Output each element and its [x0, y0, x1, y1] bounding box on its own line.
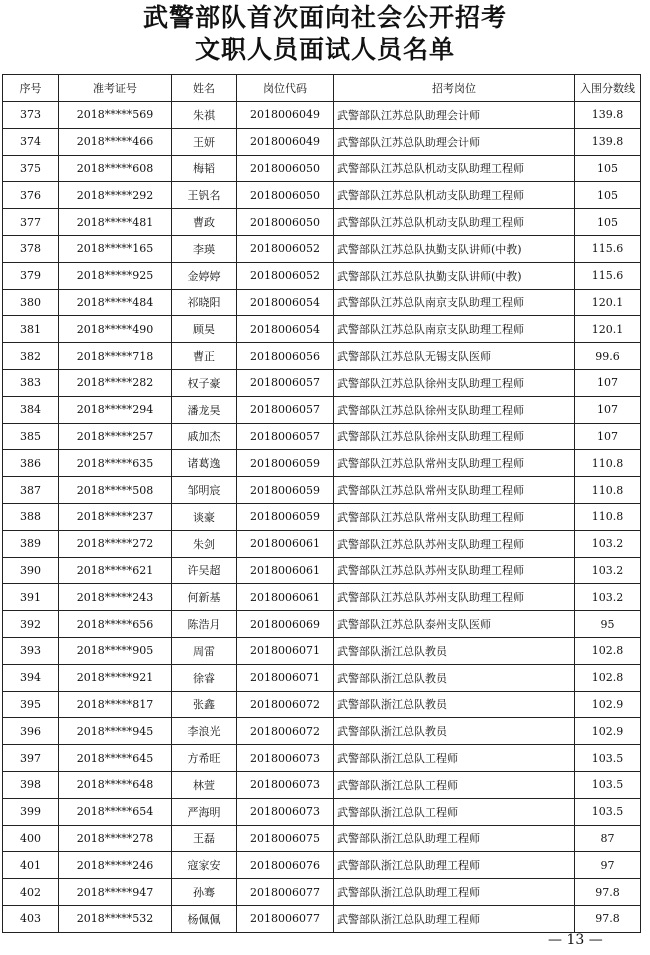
cell-score-line: 103.2 — [575, 557, 641, 584]
cell-score-line: 102.8 — [575, 664, 641, 691]
header-name: 姓名 — [172, 75, 237, 102]
table-row — [3, 128, 641, 155]
table-row — [3, 423, 641, 450]
cell-post-code: 2018006072 — [237, 718, 334, 745]
cell-score-line: 97.8 — [575, 905, 641, 932]
cell-post: 武警部队江苏总队常州支队助理工程师 — [334, 477, 575, 504]
page-title-line-1: 武警部队首次面向社会公开招考 — [142, 3, 507, 32]
cell-post-code: 2018006075 — [237, 825, 334, 852]
cell-post: 武警部队江苏总队助理会计师 — [334, 128, 575, 155]
cell-post: 武警部队浙江总队教员 — [334, 691, 575, 718]
cell-score-line: 103.2 — [575, 584, 641, 611]
table-row — [3, 879, 641, 906]
table-row — [3, 905, 641, 932]
cell-seq: 393 — [3, 637, 59, 664]
cell-score-line: 102.9 — [575, 718, 641, 745]
table-row — [3, 155, 641, 182]
cell-exam-number: 2018*****243 — [59, 584, 172, 611]
cell-exam-number: 2018*****945 — [59, 718, 172, 745]
cell-post-code: 2018006049 — [237, 128, 334, 155]
table-row — [3, 235, 641, 262]
cell-post: 武警部队浙江总队工程师 — [334, 771, 575, 798]
cell-post-code: 2018006059 — [237, 450, 334, 477]
cell-seq: 398 — [3, 771, 59, 798]
cell-seq: 390 — [3, 557, 59, 584]
cell-exam-number: 2018*****481 — [59, 209, 172, 236]
cell-exam-number: 2018*****635 — [59, 450, 172, 477]
cell-name: 权子豪 — [172, 369, 237, 396]
cell-name: 何新基 — [172, 584, 237, 611]
cell-post-code: 2018006056 — [237, 343, 334, 370]
cell-post: 武警部队江苏总队机动支队助理工程师 — [334, 182, 575, 209]
cell-seq: 386 — [3, 450, 59, 477]
cell-post-code: 2018006049 — [237, 102, 334, 129]
cell-seq: 403 — [3, 905, 59, 932]
cell-name: 曹政 — [172, 209, 237, 236]
table-row — [3, 209, 641, 236]
cell-seq: 376 — [3, 182, 59, 209]
cell-name: 李浪光 — [172, 718, 237, 745]
cell-post-code: 2018006072 — [237, 691, 334, 718]
cell-post: 武警部队浙江总队工程师 — [334, 798, 575, 825]
table-row — [3, 771, 641, 798]
cell-post: 武警部队江苏总队执勤支队讲师(中教) — [334, 235, 575, 262]
header-exam-number: 准考证号 — [59, 75, 172, 102]
cell-exam-number: 2018*****165 — [59, 235, 172, 262]
cell-exam-number: 2018*****532 — [59, 905, 172, 932]
cell-post-code: 2018006073 — [237, 745, 334, 772]
table-row — [3, 289, 641, 316]
cell-post: 武警部队江苏总队常州支队助理工程师 — [334, 450, 575, 477]
cell-exam-number: 2018*****278 — [59, 825, 172, 852]
cell-name: 谈豪 — [172, 503, 237, 530]
cell-post: 武警部队江苏总队苏州支队助理工程师 — [334, 557, 575, 584]
cell-score-line: 110.8 — [575, 450, 641, 477]
cell-exam-number: 2018*****905 — [59, 637, 172, 664]
cell-post: 武警部队江苏总队徐州支队助理工程师 — [334, 369, 575, 396]
cell-post: 武警部队江苏总队徐州支队助理工程师 — [334, 396, 575, 423]
cell-exam-number: 2018*****257 — [59, 423, 172, 450]
cell-post-code: 2018006073 — [237, 771, 334, 798]
cell-score-line: 87 — [575, 825, 641, 852]
cell-name: 金婷婷 — [172, 262, 237, 289]
cell-exam-number: 2018*****648 — [59, 771, 172, 798]
cell-score-line: 110.8 — [575, 503, 641, 530]
cell-score-line: 97.8 — [575, 879, 641, 906]
cell-exam-number: 2018*****272 — [59, 530, 172, 557]
cell-score-line: 115.6 — [575, 262, 641, 289]
cell-name: 梅韬 — [172, 155, 237, 182]
cell-name: 方希旺 — [172, 745, 237, 772]
cell-post: 武警部队浙江总队助理工程师 — [334, 852, 575, 879]
cell-exam-number: 2018*****817 — [59, 691, 172, 718]
cell-post: 武警部队浙江总队教员 — [334, 637, 575, 664]
cell-post-code: 2018006077 — [237, 879, 334, 906]
table-row — [3, 718, 641, 745]
cell-name: 李瑛 — [172, 235, 237, 262]
table-row — [3, 825, 641, 852]
cell-exam-number: 2018*****508 — [59, 477, 172, 504]
cell-seq: 402 — [3, 879, 59, 906]
cell-seq: 374 — [3, 128, 59, 155]
cell-score-line: 110.8 — [575, 477, 641, 504]
cell-post-code: 2018006071 — [237, 664, 334, 691]
cell-post-code: 2018006077 — [237, 905, 334, 932]
cell-name: 朱剑 — [172, 530, 237, 557]
table-header-row — [3, 75, 641, 102]
header-seq: 序号 — [3, 75, 59, 102]
cell-score-line: 103.5 — [575, 798, 641, 825]
cell-post: 武警部队江苏总队助理会计师 — [334, 102, 575, 129]
cell-post-code: 2018006059 — [237, 503, 334, 530]
cell-score-line: 99.6 — [575, 343, 641, 370]
cell-post-code: 2018006052 — [237, 262, 334, 289]
page-title-line-2: 文职人员面试人员名单 — [194, 35, 455, 64]
cell-seq: 384 — [3, 396, 59, 423]
cell-post-code: 2018006071 — [237, 637, 334, 664]
cell-seq: 394 — [3, 664, 59, 691]
cell-post: 武警部队江苏总队机动支队助理工程师 — [334, 155, 575, 182]
cell-name: 周雷 — [172, 637, 237, 664]
cell-score-line: 107 — [575, 423, 641, 450]
cell-score-line: 105 — [575, 155, 641, 182]
cell-exam-number: 2018*****921 — [59, 664, 172, 691]
cell-seq: 375 — [3, 155, 59, 182]
cell-name: 王磊 — [172, 825, 237, 852]
cell-score-line: 115.6 — [575, 235, 641, 262]
cell-post: 武警部队浙江总队教员 — [334, 718, 575, 745]
cell-name: 邹明宸 — [172, 477, 237, 504]
cell-post-code: 2018006061 — [237, 530, 334, 557]
cell-post-code: 2018006050 — [237, 209, 334, 236]
cell-score-line: 105 — [575, 182, 641, 209]
cell-seq: 373 — [3, 102, 59, 129]
table-row — [3, 102, 641, 129]
cell-score-line: 102.9 — [575, 691, 641, 718]
cell-name: 杨佩佩 — [172, 905, 237, 932]
header-post: 招考岗位 — [334, 75, 575, 102]
cell-post: 武警部队浙江总队教员 — [334, 664, 575, 691]
table-row — [3, 262, 641, 289]
cell-name: 潘龙昊 — [172, 396, 237, 423]
cell-post-code: 2018006050 — [237, 155, 334, 182]
cell-exam-number: 2018*****466 — [59, 128, 172, 155]
cell-score-line: 103.2 — [575, 530, 641, 557]
cell-exam-number: 2018*****925 — [59, 262, 172, 289]
cell-name: 徐睿 — [172, 664, 237, 691]
table-row — [3, 477, 641, 504]
cell-name: 顾昊 — [172, 316, 237, 343]
cell-post-code: 2018006069 — [237, 611, 334, 638]
cell-post-code: 2018006061 — [237, 584, 334, 611]
cell-exam-number: 2018*****484 — [59, 289, 172, 316]
cell-exam-number: 2018*****621 — [59, 557, 172, 584]
cell-post-code: 2018006057 — [237, 423, 334, 450]
cell-exam-number: 2018*****718 — [59, 343, 172, 370]
cell-score-line: 107 — [575, 396, 641, 423]
cell-post-code: 2018006073 — [237, 798, 334, 825]
cell-score-line: 95 — [575, 611, 641, 638]
cell-post: 武警部队江苏总队执勤支队讲师(中教) — [334, 262, 575, 289]
cell-post: 武警部队江苏总队无锡支队医师 — [334, 343, 575, 370]
cell-seq: 387 — [3, 477, 59, 504]
table-row — [3, 798, 641, 825]
table-row — [3, 182, 641, 209]
header-score-line: 入围分数线 — [575, 75, 641, 102]
table-row — [3, 611, 641, 638]
cell-seq: 391 — [3, 584, 59, 611]
cell-score-line: 107 — [575, 369, 641, 396]
cell-name: 陈浩月 — [172, 611, 237, 638]
cell-name: 张鑫 — [172, 691, 237, 718]
table-row — [3, 557, 641, 584]
page-number: — 13 — — [548, 932, 603, 948]
cell-post-code: 2018006057 — [237, 396, 334, 423]
table-row — [3, 396, 641, 423]
cell-score-line: 103.5 — [575, 771, 641, 798]
cell-exam-number: 2018*****292 — [59, 182, 172, 209]
candidate-table — [2, 74, 641, 933]
cell-name: 孙骞 — [172, 879, 237, 906]
cell-exam-number: 2018*****294 — [59, 396, 172, 423]
table-row — [3, 450, 641, 477]
cell-name: 戚加杰 — [172, 423, 237, 450]
cell-name: 林萱 — [172, 771, 237, 798]
cell-exam-number: 2018*****947 — [59, 879, 172, 906]
cell-exam-number: 2018*****246 — [59, 852, 172, 879]
cell-exam-number: 2018*****656 — [59, 611, 172, 638]
table-row — [3, 691, 641, 718]
cell-seq: 379 — [3, 262, 59, 289]
cell-name: 朱祺 — [172, 102, 237, 129]
cell-name: 王钒名 — [172, 182, 237, 209]
cell-post-code: 2018006076 — [237, 852, 334, 879]
cell-name: 曹正 — [172, 343, 237, 370]
cell-seq: 397 — [3, 745, 59, 772]
table-row — [3, 745, 641, 772]
cell-seq: 392 — [3, 611, 59, 638]
cell-post-code: 2018006054 — [237, 289, 334, 316]
cell-seq: 381 — [3, 316, 59, 343]
table-row — [3, 584, 641, 611]
cell-post: 武警部队江苏总队苏州支队助理工程师 — [334, 530, 575, 557]
table-row — [3, 852, 641, 879]
cell-name: 寇家安 — [172, 852, 237, 879]
table-row — [3, 369, 641, 396]
table-row — [3, 503, 641, 530]
cell-name: 祁晓阳 — [172, 289, 237, 316]
cell-exam-number: 2018*****569 — [59, 102, 172, 129]
cell-post: 武警部队浙江总队工程师 — [334, 745, 575, 772]
cell-score-line: 139.8 — [575, 128, 641, 155]
cell-post-code: 2018006054 — [237, 316, 334, 343]
cell-score-line: 97 — [575, 852, 641, 879]
cell-seq: 396 — [3, 718, 59, 745]
cell-post: 武警部队浙江总队助理工程师 — [334, 879, 575, 906]
cell-name: 诸葛逸 — [172, 450, 237, 477]
cell-name: 许吴超 — [172, 557, 237, 584]
header-post-code: 岗位代码 — [237, 75, 334, 102]
cell-post: 武警部队江苏总队苏州支队助理工程师 — [334, 584, 575, 611]
cell-exam-number: 2018*****645 — [59, 745, 172, 772]
cell-score-line: 105 — [575, 209, 641, 236]
cell-exam-number: 2018*****654 — [59, 798, 172, 825]
cell-name: 王妍 — [172, 128, 237, 155]
table-row — [3, 637, 641, 664]
cell-score-line: 103.5 — [575, 745, 641, 772]
cell-score-line: 139.8 — [575, 102, 641, 129]
cell-post-code: 2018006057 — [237, 369, 334, 396]
cell-seq: 400 — [3, 825, 59, 852]
cell-post: 武警部队浙江总队助理工程师 — [334, 825, 575, 852]
cell-exam-number: 2018*****490 — [59, 316, 172, 343]
cell-post: 武警部队江苏总队南京支队助理工程师 — [334, 316, 575, 343]
cell-post-code: 2018006050 — [237, 182, 334, 209]
cell-seq: 382 — [3, 343, 59, 370]
cell-seq: 385 — [3, 423, 59, 450]
cell-post: 武警部队江苏总队常州支队助理工程师 — [334, 503, 575, 530]
table-row — [3, 530, 641, 557]
cell-score-line: 120.1 — [575, 316, 641, 343]
cell-seq: 380 — [3, 289, 59, 316]
cell-seq: 401 — [3, 852, 59, 879]
cell-score-line: 120.1 — [575, 289, 641, 316]
table-row — [3, 343, 641, 370]
cell-post-code: 2018006052 — [237, 235, 334, 262]
cell-exam-number: 2018*****282 — [59, 369, 172, 396]
cell-seq: 383 — [3, 369, 59, 396]
cell-post: 武警部队江苏总队徐州支队助理工程师 — [334, 423, 575, 450]
cell-seq: 399 — [3, 798, 59, 825]
table-row — [3, 664, 641, 691]
table-body — [3, 102, 641, 933]
cell-post-code: 2018006059 — [237, 477, 334, 504]
cell-post: 武警部队浙江总队助理工程师 — [334, 905, 575, 932]
cell-name: 严海明 — [172, 798, 237, 825]
cell-seq: 378 — [3, 235, 59, 262]
cell-post: 武警部队江苏总队机动支队助理工程师 — [334, 209, 575, 236]
cell-post-code: 2018006061 — [237, 557, 334, 584]
cell-seq: 395 — [3, 691, 59, 718]
cell-exam-number: 2018*****237 — [59, 503, 172, 530]
cell-seq: 377 — [3, 209, 59, 236]
cell-seq: 389 — [3, 530, 59, 557]
table-row — [3, 316, 641, 343]
cell-score-line: 102.8 — [575, 637, 641, 664]
cell-post: 武警部队江苏总队泰州支队医师 — [334, 611, 575, 638]
cell-seq: 388 — [3, 503, 59, 530]
cell-post: 武警部队江苏总队南京支队助理工程师 — [334, 289, 575, 316]
cell-exam-number: 2018*****608 — [59, 155, 172, 182]
